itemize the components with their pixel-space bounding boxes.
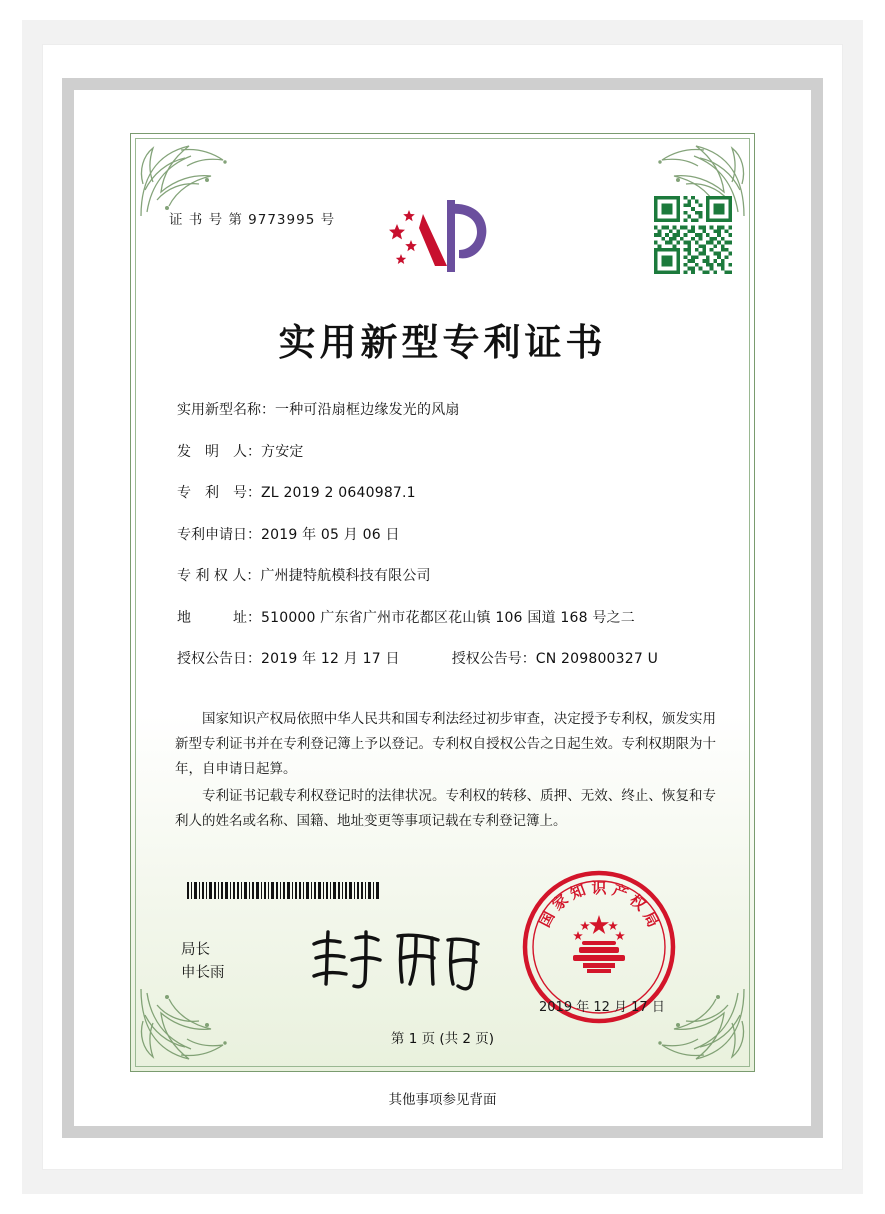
svg-text:产: 产 (609, 880, 631, 904)
field-row (177, 482, 714, 502)
field-value: ZL 2019 2 0640987.1 (261, 485, 416, 501)
grant-date-value: 2019 年 12 月 17 日 (261, 651, 400, 667)
page-title: 实用新型专利证书 (278, 321, 607, 364)
field-label: 专 利 号： (177, 485, 261, 501)
field-row (177, 441, 714, 461)
signature-title (181, 939, 225, 985)
svg-text:局: 局 (639, 908, 663, 931)
legal-text (175, 707, 716, 836)
qr-code-icon (654, 196, 732, 274)
field-label: 专 利 权 人： (177, 568, 261, 584)
field-value: 一种可沿扇框边缘发光的风扇 (275, 402, 460, 418)
paragraph: 国家知识产权局依照中华人民共和国专利法经过初步审查，决定授予专利权，颁发实用新型专利证书并在专利登记簿上予以登记。专利权自授权公告之日起生效。专利权期限为十年，自申请日起算。 (175, 711, 716, 777)
field-value: 方安定 (261, 443, 304, 460)
cnipa-logo-icon (389, 194, 501, 278)
field-row (177, 607, 714, 627)
certificate-fields (177, 399, 714, 676)
grant-date-label: 授权公告日： (177, 651, 261, 667)
paragraph: 专利证书记载专利权登记时的法律状况。专利权的转移、质押、无效、终止、恢复和专利人的姓名或名称、国籍、地址变更等事项记载在专利登记簿上。 (175, 788, 716, 829)
field-row (177, 565, 714, 585)
field-value: 510000 广东省广州市花都区花山镇 106 国道 168 号之二 (261, 609, 635, 626)
grant-number-value: CN 209800327 U (535, 651, 659, 667)
field-label: 专利申请日： (177, 526, 261, 543)
handwritten-signature-icon (306, 924, 486, 996)
field-value: 广州捷特航模科技有限公司 (260, 568, 431, 584)
field-row (177, 399, 714, 419)
svg-text:识: 识 (591, 879, 607, 897)
signature-title-line1: 局长 (181, 942, 210, 958)
field-value: 2019 年 05 月 06 日 (261, 526, 400, 543)
barcode-icon (187, 882, 379, 899)
field-label: 发 明 人： (177, 443, 261, 460)
svg-text:家: 家 (548, 890, 572, 915)
svg-text:权: 权 (626, 890, 650, 915)
certificate-body (130, 133, 755, 1072)
signature-title-line2: 申长雨 (181, 965, 225, 981)
svg-text:知: 知 (567, 880, 589, 904)
seal-date: 2019 年 12 月 17 日 (539, 1000, 665, 1015)
grant-number-label: 授权公告号： (451, 651, 536, 667)
field-label: 地 址： (177, 609, 261, 626)
corner-ornament-icon (137, 985, 233, 1065)
grant-row (177, 648, 714, 668)
svg-text:国: 国 (535, 908, 559, 931)
field-label: 实用新型名称： (177, 402, 275, 418)
field-row (177, 524, 714, 544)
footer-note: 其他事项参见背面 (388, 1092, 497, 1108)
certificate-number: 证 书 号 第 9773995 号 (169, 212, 336, 228)
page-number: 第 1 页 (共 2 页) (390, 1031, 495, 1047)
